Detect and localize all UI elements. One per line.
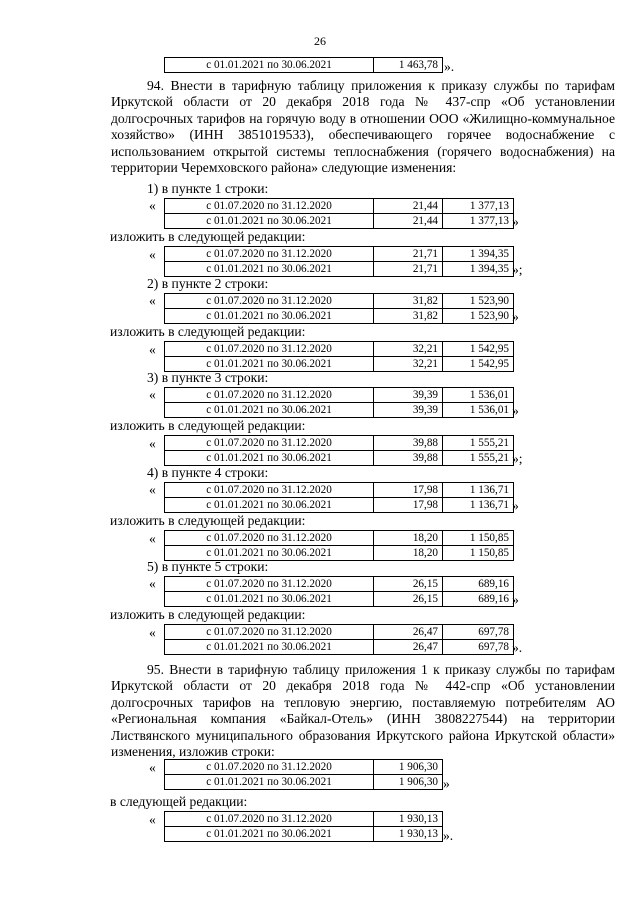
value-cell: 18,20 bbox=[374, 530, 443, 545]
value-cell: 17,98 bbox=[374, 497, 443, 512]
value-cell: 1 555,21 bbox=[443, 451, 514, 466]
redaction-label: изложить в следующей редакции: bbox=[110, 607, 306, 622]
opening-quote: « bbox=[149, 387, 156, 402]
item-label: 2) в пункте 2 строки: bbox=[147, 275, 269, 291]
table-row bbox=[165, 308, 514, 323]
opening-quote: « bbox=[149, 481, 156, 497]
opening-quote: « bbox=[149, 812, 156, 827]
period-cell: с 01.07.2020 по 31.12.2020 bbox=[165, 341, 374, 356]
opening-quote: « bbox=[149, 341, 156, 357]
table-row bbox=[165, 775, 443, 790]
value-cell: 1 542,95 bbox=[443, 341, 514, 356]
closing-quote: » bbox=[512, 592, 519, 607]
value-cell: 689,16 bbox=[443, 592, 514, 607]
value-cell: 1 542,95 bbox=[443, 356, 514, 371]
table-row bbox=[165, 262, 514, 277]
period-cell: с 01.07.2020 по 31.12.2020 bbox=[165, 530, 374, 545]
value-cell: 39,39 bbox=[374, 403, 443, 418]
tariff-table-old bbox=[164, 387, 514, 418]
value-cell: 1 394,35 bbox=[443, 262, 514, 277]
value-cell: 32,21 bbox=[374, 341, 443, 356]
redaction-label: изложить в следующей редакции: bbox=[110, 418, 306, 433]
period-cell: с 01.07.2020 по 31.12.2020 bbox=[165, 482, 374, 497]
redaction-label: изложить в следующей редакции: bbox=[110, 229, 306, 244]
value-cell: 689,16 bbox=[443, 577, 514, 592]
value-cell: 1 555,21 bbox=[443, 436, 514, 451]
opening-quote: « bbox=[149, 576, 156, 591]
value-cell: 697,78 bbox=[443, 640, 514, 655]
tariff-table-old bbox=[164, 293, 514, 324]
closing-quote: ». bbox=[512, 640, 523, 655]
tariff-table-new bbox=[164, 435, 514, 466]
period-cell: с 01.01.2021 по 30.06.2021 bbox=[165, 262, 374, 277]
period-cell: с 01.01.2021 по 30.06.2021 bbox=[165, 497, 374, 512]
table-row bbox=[165, 827, 443, 842]
value-cell: 31,82 bbox=[374, 293, 443, 308]
period-cell: с 01.01.2021 по 30.06.2021 bbox=[165, 640, 374, 655]
table-row bbox=[165, 760, 443, 775]
value-cell: 18,20 bbox=[374, 545, 443, 560]
tariff-table-new bbox=[164, 624, 514, 655]
value-cell: 21,44 bbox=[374, 199, 443, 214]
period-cell: с 01.01.2021 по 30.06.2021 bbox=[165, 827, 374, 842]
opening-quote: « bbox=[149, 760, 156, 775]
value-cell: 1 906,30 bbox=[374, 775, 443, 790]
value-cell: 39,88 bbox=[374, 451, 443, 466]
closing-quote: » bbox=[512, 403, 519, 418]
table-row bbox=[165, 388, 514, 403]
redaction-label: изложить в следующей редакции: bbox=[110, 512, 306, 528]
opening-quote: « bbox=[149, 530, 156, 546]
period-cell: с 01.01.2021 по 30.06.2021 bbox=[165, 545, 374, 560]
closing-quote: »; bbox=[512, 451, 523, 466]
table-row bbox=[165, 592, 514, 607]
closing-quote: ». bbox=[444, 59, 455, 74]
item-label: 1) в пункте 1 строки: bbox=[147, 181, 269, 196]
value-cell: 1 523,90 bbox=[443, 308, 514, 323]
redaction-label: в следующей редакции: bbox=[110, 794, 248, 809]
table-row bbox=[165, 356, 514, 371]
tariff-table-95-old bbox=[164, 759, 443, 790]
tariff-table-new bbox=[164, 341, 514, 372]
value-cell: 26,15 bbox=[374, 592, 443, 607]
value-cell: 32,21 bbox=[374, 356, 443, 371]
value-cell: 39,39 bbox=[374, 388, 443, 403]
period-cell: с 01.01.2021 по 30.06.2021 bbox=[165, 308, 374, 323]
value-cell: 1 930,13 bbox=[374, 812, 443, 827]
value-cell: 1 536,01 bbox=[443, 403, 514, 418]
value-cell: 1 536,01 bbox=[443, 388, 514, 403]
opening-quote: « bbox=[149, 247, 156, 262]
table-row bbox=[165, 640, 514, 655]
tariff-table-95-new bbox=[164, 811, 443, 842]
value-cell: 1 136,71 bbox=[443, 497, 514, 512]
value-cell: 1 523,90 bbox=[443, 293, 514, 308]
closing-quote: » bbox=[512, 214, 519, 229]
table-row bbox=[165, 530, 514, 545]
tariff-table-old bbox=[164, 576, 514, 607]
table-row bbox=[165, 625, 514, 640]
value-cell: 26,15 bbox=[374, 577, 443, 592]
tariff-table-top bbox=[164, 57, 443, 73]
table-row bbox=[165, 341, 514, 356]
item-label: 5) в пункте 5 строки: bbox=[147, 559, 269, 574]
value-cell: 21,44 bbox=[374, 214, 443, 229]
table-row bbox=[165, 545, 514, 560]
tariff-table-new bbox=[164, 530, 514, 561]
table-row bbox=[165, 577, 514, 592]
paragraph-95-text: 95. Внести в тарифную таблицу приложения 1 к приказу службы по тарифам Иркутской области от 20 декабря 2018 года № 442-спр «Об установлении долгосрочных тарифов на тепловую энергию, поставляемую потребителям АО «Региональная компания «Байкал-Отель» (ИНН 3808227544) на территории Листвянского муниципального образования Иркутского района Иркутской области» изменения, изложив строки: bbox=[111, 662, 615, 760]
opening-quote: « bbox=[149, 198, 156, 213]
period-cell: с 01.07.2020 по 31.12.2020 bbox=[165, 247, 374, 262]
value-cell: 1 377,13 bbox=[443, 214, 514, 229]
paragraph-94 bbox=[111, 78, 615, 176]
table-row bbox=[165, 812, 443, 827]
period-cell: с 01.01.2021 по 30.06.2021 bbox=[165, 356, 374, 371]
period-cell: с 01.01.2021 по 30.06.2021 bbox=[165, 451, 374, 466]
table-row bbox=[165, 482, 514, 497]
value-cell: 1 394,35 bbox=[443, 247, 514, 262]
tariff-table-old bbox=[164, 482, 514, 513]
value-cell: 1 150,85 bbox=[443, 545, 514, 560]
period-cell: с 01.01.2021 по 30.06.2021 bbox=[165, 214, 374, 229]
item-label: 3) в пункте 3 строки: bbox=[147, 370, 269, 385]
paragraph-94-text: 94. Внести в тарифную таблицу приложения к приказу службы по тарифам Иркутской области от 20 декабря 2018 года № 437-спр «Об установлении долгосрочных тарифов на горячую воду в отношении ООО «Жилищно-коммунальное хозяйство» (ИНН 3851019533), обеспечивающего горячее водоснабжение с использованием открытой системы теплоснабжения (горячего водоснабжения) на территории Черемховского района» следующие изменения: bbox=[111, 78, 615, 176]
value-cell: 21,71 bbox=[374, 247, 443, 262]
paragraph-95 bbox=[111, 662, 615, 760]
page-number: 26 bbox=[314, 34, 326, 48]
value-cell: 1 906,30 bbox=[374, 760, 443, 775]
period-cell: с 01.07.2020 по 31.12.2020 bbox=[165, 293, 374, 308]
value-cell: 1 930,13 bbox=[374, 827, 443, 842]
value-cell: 39,88 bbox=[374, 436, 443, 451]
opening-quote: « bbox=[149, 436, 156, 451]
period-cell: с 01.07.2020 по 31.12.2020 bbox=[165, 812, 374, 827]
redaction-label: изложить в следующей редакции: bbox=[110, 323, 306, 339]
closing-quote: » bbox=[512, 497, 519, 513]
table-row bbox=[165, 497, 514, 512]
period-cell: с 01.07.2020 по 31.12.2020 bbox=[165, 199, 374, 214]
period-cell: с 01.07.2020 по 31.12.2020 bbox=[165, 625, 374, 640]
table-row bbox=[165, 199, 514, 214]
period-cell: с 01.07.2020 по 31.12.2020 bbox=[165, 760, 374, 775]
table-row bbox=[165, 293, 514, 308]
period-cell: с 01.01.2021 по 30.06.2021 bbox=[165, 592, 374, 607]
table-row bbox=[165, 436, 514, 451]
table-row bbox=[165, 403, 514, 418]
table-row bbox=[165, 451, 514, 466]
closing-quote: » bbox=[512, 308, 519, 324]
value-cell: 1 150,85 bbox=[443, 530, 514, 545]
period-cell: с 01.01.2021 по 30.06.2021 bbox=[165, 58, 374, 73]
tariff-table-new bbox=[164, 246, 514, 277]
value-cell: 1 463,78 bbox=[374, 58, 443, 73]
tariff-table-old bbox=[164, 198, 514, 229]
value-cell: 21,71 bbox=[374, 262, 443, 277]
value-cell: 26,47 bbox=[374, 625, 443, 640]
period-cell: с 01.01.2021 по 30.06.2021 bbox=[165, 403, 374, 418]
opening-quote: « bbox=[149, 625, 156, 640]
period-cell: с 01.07.2020 по 31.12.2020 bbox=[165, 436, 374, 451]
period-cell: с 01.07.2020 по 31.12.2020 bbox=[165, 577, 374, 592]
item-label: 4) в пункте 4 строки: bbox=[147, 464, 269, 480]
opening-quote: « bbox=[149, 292, 156, 308]
table-row bbox=[165, 214, 514, 229]
closing-quote: ». bbox=[443, 828, 454, 843]
value-cell: 31,82 bbox=[374, 308, 443, 323]
closing-quote: » bbox=[443, 776, 450, 791]
value-cell: 17,98 bbox=[374, 482, 443, 497]
value-cell: 1 136,71 bbox=[443, 482, 514, 497]
value-cell: 697,78 bbox=[443, 625, 514, 640]
period-cell: с 01.07.2020 по 31.12.2020 bbox=[165, 388, 374, 403]
value-cell: 1 377,13 bbox=[443, 199, 514, 214]
table-row bbox=[165, 247, 514, 262]
period-cell: с 01.01.2021 по 30.06.2021 bbox=[165, 775, 374, 790]
table-row bbox=[165, 58, 443, 73]
closing-quote: »; bbox=[512, 262, 523, 277]
value-cell: 26,47 bbox=[374, 640, 443, 655]
